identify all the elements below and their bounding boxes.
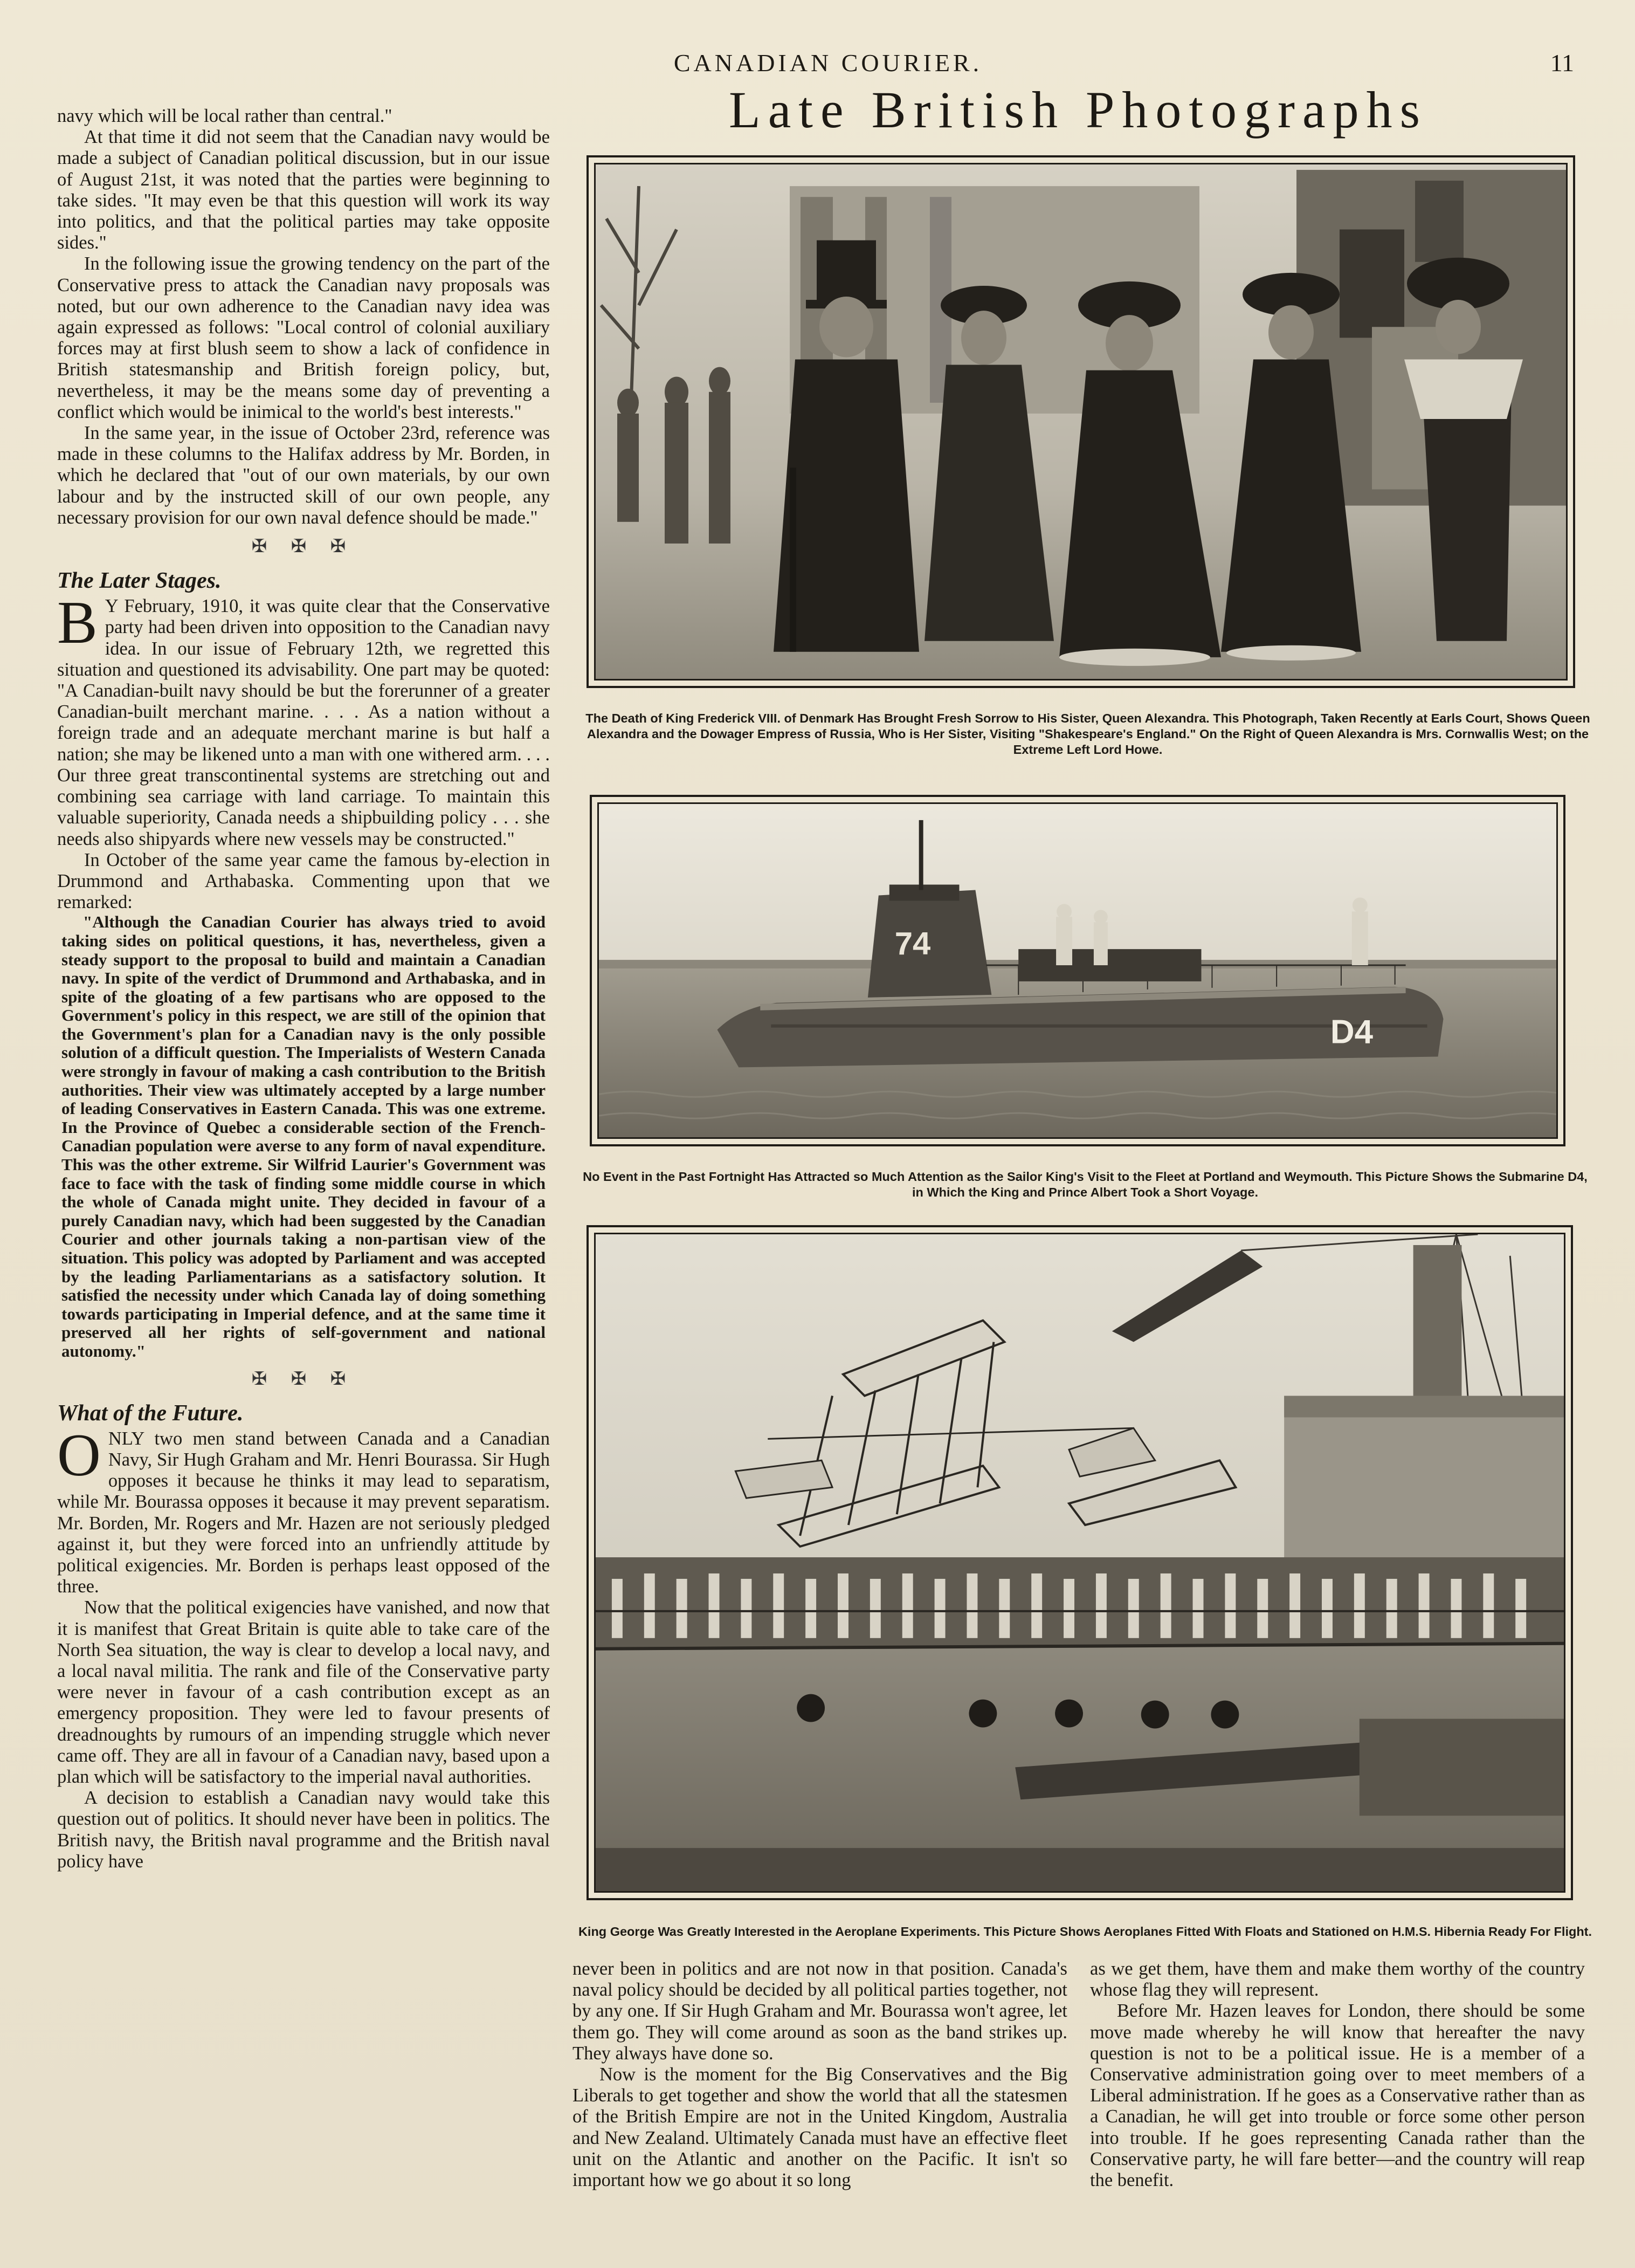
section-heading-later-stages: The Later Stages. <box>57 568 222 594</box>
bottom-middle-column <box>572 1958 1067 2191</box>
photo-frame-queen-alexandra <box>587 155 1575 688</box>
submarine-d4-photo <box>597 802 1558 1139</box>
section-heading-future: What of the Future. <box>57 1400 244 1426</box>
left-column <box>57 106 550 1872</box>
photo-frame-aeroplanes <box>587 1225 1573 1900</box>
bottom-right-column <box>1090 1958 1585 2191</box>
paragraph <box>57 1421 550 1598</box>
paragraph <box>57 589 550 849</box>
masthead: CANADIAN COURIER. <box>673 49 983 77</box>
caption-aeroplanes: King George Was Greatly Interested in the Aeroplane Experiments. This Picture Shows Aeroplanes Fitted With Floats and Stationed on H.M.S. Hibernia Ready For Flight. <box>578 1925 1592 1939</box>
aeroplanes-hms-hibernia-image <box>596 1234 1564 1891</box>
photo-frame-submarine <box>590 795 1565 1146</box>
section-ornament: ✠ ✠ ✠ <box>251 537 356 557</box>
hull-marking: D4 <box>1330 1013 1374 1051</box>
section-ornament: ✠ ✠ ✠ <box>251 1369 356 1389</box>
paragraph: Now that the political exigencies have vanished, and now that it is manifest that Great Britain is quite able to take care of the North Sea situation, the way is clear to develop a local navy, and a local naval militia. The rank and file of the Conservative party were never in favour of a cash contribution except as an emergency proposition. They were led to favour presents of dreadnoughts by rumours of an impending struggle which never came off. They are all in favour of a Canadian navy, based upon a plan which will be satisfactory to the imperial naval authorities. <box>57 1597 550 1788</box>
caption-submarine: No Event in the Past Fortnight Has Attracted so Much Attention as the Sailor King's Visit to the Fleet at Portland and Weymouth. This Picture Shows the Submarine D4, in Which the King and Prince Albert Took a Short Voyage. <box>583 1170 1588 1199</box>
paragraph: In October of the same year came the famous by-election in Drummond and Arthabaska. Commenting upon that we remarked: <box>57 849 550 913</box>
paragraph: In the same year, in the issue of October 23rd, reference was made in these columns to the Halifax address by Mr. Borden, in which he declared that "out of our own materials, by our own labour and by the instructed skill of our own people, any necessary provision for our own naval defence should be made." <box>57 423 550 528</box>
paragraph: Before Mr. Hazen leaves for London, there should be some move made whereby he will know that hereafter the navy question is not to be a political issue. He is a member of a Conservative administration going over to meet members of a Liberal administration. If he goes as a Conservative rather than as a Canadian, he will get into trouble or force some other person into trouble. If he goes representing Canada rather than the Conservative party, he will fare better—and the country will reap the benefit. <box>1090 2001 1585 2191</box>
tower-marking: 74 <box>894 925 931 962</box>
drop-cap: B <box>57 589 98 657</box>
paragraph: A decision to establish a Canadian navy would take this question out of politics. It should never have been in politics. The British navy, the British naval programme and the British naval policy have <box>57 1788 550 1872</box>
submarine-d4-image <box>599 804 1556 1137</box>
paragraph: At that time it did not seem that the Canadian navy would be made a subject of Canadian political discussion, but in our issue of August 21st, it was noted that the parties were beginning to take sides. "It may even be that this question will work its way into politics, and that the political parties may take opposite sides." <box>57 127 550 253</box>
drop-cap: O <box>57 1421 101 1489</box>
caption-queen-alexandra: The Death of King Frederick VIII. of Denmark Has Brought Fresh Sorrow to His Sister, Queen Alexandra. This Photograph, Taken Recently at Earls Court, Shows Queen Alexandra and the Dowager Empress of Russia, Who is Her Sister, Visiting "Shakespeare's England." On the Right of Queen Alexandra is Mrs. Cornwallis West; on the Extreme Left Lord Howe. <box>585 711 1590 757</box>
page-headline: Late British Photographs <box>729 81 1427 139</box>
paragraph-text: NLY two men stand between Canada and a Canadian Navy, Sir Hugh Graham and Mr. Henri Bourassa. Sir Hugh opposes it because he thinks it may lead to separatism, while Mr. Bourassa opposes it because it may prevent separatism. Mr. Borden, Mr. Rogers and Mr. Hazen are not seriously pledged against it, but they were forced into an unfriendly attitude by political exigencies. Mr. Borden is perhaps least opposed of the three. <box>57 1428 550 1597</box>
paragraph: In the following issue the growing tendency on the part of the Conservative press to attack the Canadian navy proposals was noted, but our own adherence to the Canadian navy idea was again expressed as follows: "Local control of colonial auxiliary forces may at first blush seem to show a lack of confidence in British statesmanship and British foreign policy, but, nevertheless, it may be the means some day of preventing a conflict which would be inimical to the world's best interests." <box>57 253 550 422</box>
paragraph: navy which will be local rather than central." <box>57 106 392 126</box>
quoted-editorial: "Although the Canadian Courier has always tried to avoid taking sides on political questions, it has, nevertheless, given a steady support to the proposal to build and maintain a Canadian navy. In spite of the verdict of Drummond and Arthabaska, and in spite of the gloating of a few partisans who are opposed to the Government's policy in this respect, we are still of the opinion that the Government's plan for a Canadian navy is the only possible solution of a difficult question. The Imperialists of Western Canada were strongly in favour of making a cash contribution to the British authorities. Their view was ultimately accepted by a large number of leading Conservatives in Eastern Canada. This was one extreme. In the Province of Quebec a considerable section of the French-Canadian population were averse to any form of naval expenditure. This was the other extreme. Sir Wilfrid Laurier's Government was face to face with the task of finding some middle course in which the whole of Canada might unite. They decided in favour of a purely Canadian navy, which had been suggested by the Canadian Courier and other journals taking a non-partisan view of the situation. This policy was adopted by Parliament and was accepted by the leading Parliamentarians as a satisfactory solution. It satisfied the necessity under which Canada lay of doing something towards participating in Imperial defence, and at the same time it preserved all her rights of self-government and national autonomy." <box>61 912 546 1360</box>
paragraph: as we get them, have them and make them worthy of the country whose flag they will represent. <box>1090 1958 1585 2001</box>
queen-alexandra-photo <box>594 163 1568 681</box>
aeroplanes-hms-hibernia-photo <box>594 1233 1565 1893</box>
queen-alexandra-image <box>596 164 1566 679</box>
paragraph: Now is the moment for the Big Conservatives and the Big Liberals to get together and show the world that all the statesmen of the British Empire are not in the United Kingdom, Australia and New Zealand. Ultimately Canada must have an effective fleet unit on the Atlantic and another on the Pacific. It isn't so important how we go about it so long <box>572 2064 1067 2191</box>
paragraph-text: Y February, 1910, it was quite clear that the Conservative party had been driven into opposition to the Canadian navy idea. In our issue of February 12th, we regretted this situation and questioned its advisability. One part may be quoted: "A Canadian-built navy should be but the forerunner of a greater Canadian-built merchant marine. . . . As a nation without a foreign trade and an adequate merchant marine is but half a nation; she may be likened unto a man with one withered arm. . . . Our three great transcontinental systems are stretching out and combining sea carriage with land carriage. To maintain this valuable superiority, Canada needs a shipbuilding policy . . . she needs also shipyards where new vessels may be constructed." <box>57 596 550 849</box>
page-number: 11 <box>1550 49 1574 77</box>
paragraph: never been in politics and are not now in that position. Canada's naval policy should be decided by all political parties together, not by any one. If Sir Hugh Graham and Mr. Bourassa won't agree, let them go. They will come around as soon as the band strikes up. They always have done so. <box>572 1958 1067 2064</box>
